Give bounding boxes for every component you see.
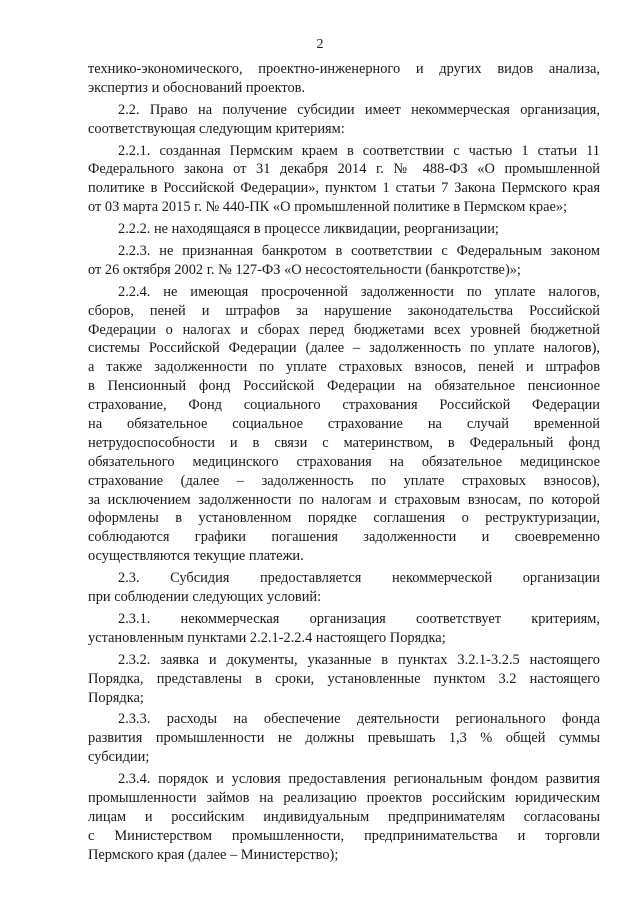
text-line: от 03 марта 2015 г. № 440-ПК «О промышленной политике в Пермском крае»; — [88, 199, 568, 216]
text-line: с Министерством промышленности, предпринимательства и торговли — [88, 827, 600, 844]
text-line: страхование (далее – задолженность по уплате страховых взносов), — [88, 472, 600, 489]
text-line: 2.3.1. некоммерческая организация соответствует критериям, — [118, 610, 600, 627]
text-line: нетрудоспособности и в связи с материнством, в Федеральный фонд — [88, 434, 600, 451]
text-line: в Пенсионный фонд Российской Федерации на обязательное пенсионное — [88, 378, 600, 395]
text-line: от 26 октября 2002 г. № 127-ФЗ «О несостоятельности (банкротстве)»; — [88, 261, 521, 278]
paragraph-p2-2 — [88, 101, 600, 139]
text-line: экспертиз и обоснований проектов. — [88, 79, 306, 96]
text-line: Пермского края (далее – Министерство); — [88, 846, 339, 863]
text-line: промышленности займов на реализацию проектов российским юридическим — [88, 789, 600, 806]
text-line: страхование, Фонд социального страхования Российской Федерации — [88, 397, 600, 414]
text-line: Федерального закона от 31 декабря 2014 г. № 488-ФЗ «О промышленной — [88, 161, 600, 178]
text-line: субсидии; — [88, 749, 150, 766]
text-line: 2.3.4. порядок и условия предоставления региональным фондом развития — [118, 771, 600, 788]
paragraph-p2-2-2 — [88, 220, 600, 239]
text-line: системы Российской Федерации (далее – задолженность по уплате налогов), — [88, 340, 600, 357]
text-line: технико-экономического, проектно-инженерного и других видов анализа, — [88, 61, 600, 77]
paragraph-p2-2-3 — [88, 242, 600, 280]
document-body — [88, 60, 600, 865]
text-line: Федерации о налогах и сборах перед бюджетами всех уровней бюджетной — [88, 321, 600, 338]
text-line: 2.2.4. не имеющая просроченной задолженности по уплате налогов, — [118, 283, 600, 300]
text-line: развития промышленности не должны превышать 1,3 % общей суммы — [88, 730, 600, 747]
text-line: сборов, пеней и штрафов за нарушение законодательства Российской — [88, 302, 600, 319]
paragraph-cont — [88, 60, 600, 98]
text-line: установленным пунктами 2.2.1-2.2.4 настоящего Порядка; — [88, 629, 446, 646]
paragraph-p2-2-4 — [88, 283, 600, 566]
text-line: 2.3.3. расходы на обеспечение деятельности регионального фонда — [118, 711, 600, 728]
text-line: при соблюдении следующих условий: — [88, 589, 322, 606]
text-line: осуществляются текущие платежи. — [88, 548, 304, 565]
paragraph-p2-3-3 — [88, 710, 600, 767]
paragraph-p2-3-2 — [88, 651, 600, 708]
text-line: за исключением задолженности по налогам и страховым взносам, по которой — [88, 491, 600, 508]
text-line: Порядка; — [88, 689, 144, 706]
paragraph-p2-2-1 — [88, 142, 600, 218]
text-line: лицам и российским индивидуальным предпринимателям согласованы — [88, 808, 600, 825]
page-number: 2 — [316, 37, 324, 52]
paragraph-p2-3-1 — [88, 610, 600, 648]
text-line: соблюдаются графики погашения задолженности и своевременно — [88, 529, 600, 546]
text-line: 2.2.2. не находящаяся в процессе ликвидации, реорганизации; — [118, 221, 499, 238]
paragraph-p2-3 — [88, 569, 600, 607]
text-line: политике в Российской Федерации», пунктом 1 статьи 7 Закона Пермского края — [88, 180, 600, 197]
text-line: 2.2.1. созданная Пермским краем в соответствии с частью 1 статьи 11 — [118, 142, 600, 159]
text-line: соответствующая следующим критериям: — [88, 120, 345, 137]
text-line: 2.2. Право на получение субсидии имеет некоммерческая организация, — [118, 101, 600, 118]
paragraph-p2-3-4 — [88, 770, 600, 864]
text-line: на обязательное социальное страхование на случай временной — [88, 416, 600, 433]
text-line: Порядка, представлены в сроки, установленные пунктом 3.2 настоящего — [88, 670, 600, 687]
text-line: 2.3.2. заявка и документы, указанные в пунктах 3.2.1-3.2.5 настоящего — [118, 651, 600, 668]
text-line: 2.3. Субсидия предоставляется некоммерческой организации — [118, 570, 600, 587]
text-line: оформлены в установленном порядке соглашения о реструктуризации, — [88, 510, 600, 527]
text-line: а также задолженности по уплате страховых взносов, пеней и штрафов — [88, 359, 600, 376]
text-line: обязательного медицинского страхования на обязательное медицинское — [88, 453, 600, 470]
text-line: 2.2.3. не признанная банкротом в соответствии с Федеральным законом — [118, 243, 600, 260]
